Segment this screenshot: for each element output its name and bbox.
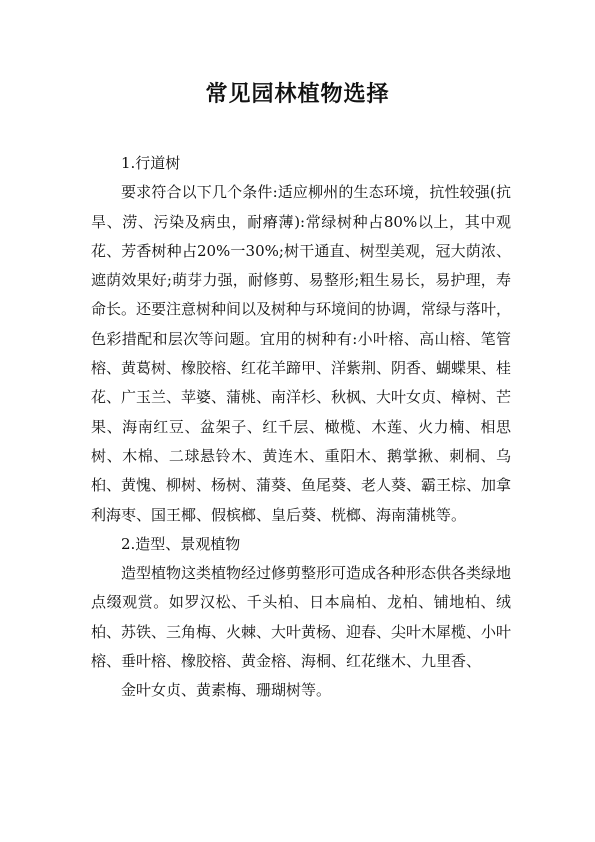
section-heading-topiary-plants: 2.造型、景观植物 (121, 534, 241, 553)
section-heading-street-trees: 1.行道树 (121, 154, 181, 172)
paragraph-street-trees: 要求符合以下几个条件:适应柳州的生态环境，抗性较强(抗旱、涝、污染及病虫，耐瘠薄):常绿树种占80%以上，其中观花、芳香树种占20%一30%;树干通直、树型美观，冠大荫浓、遮荫效果好;萌芽力强，耐修剪、易整形;粗生易长，易护理，寿命长。还要注意树种间以及树种与环境间的协调，常绿与落叶，色彩措配和层次等问题。宜用的树种有:小叶榕、高山榕、笔管榕、黄葛树、橡胶榕、红花羊蹄甲、洋紫荆、阴香、蝴蝶果、桂花、广玉兰、苹婆、蒲桃、南洋杉、秋枫、大叶女贞、樟树、芒果、海南红豆、盆架子、红千层、橄榄、木莲、火力楠、相思树、木棉、二球悬铃木、黄连木、重阳木、鹅掌揪、刺桐、乌桕、黄愧、柳树、杨树、蒲葵、鱼尾葵、老人葵、霸王棕、加拿利海枣、国王椰、假槟榔、皇后葵、桄榔、海南蒲桃等。 (91, 183, 512, 524)
document-body (91, 149, 511, 706)
page-title: 常见园林植物选择 (205, 82, 390, 107)
paragraph-topiary-plants: 造型植物这类植物经过修剪整形可造成各种形态供各类绿地点缀观赏。如罗汉松、千头柏、日本扁柏、龙柏、铺地柏、绒柏、苏铁、三角梅、火棘、大叶黄杨、迎春、尖叶木犀榄、小叶榕、垂叶榕、橡胶榕、黄金榕、海桐、红花继木、九里香、 (91, 564, 512, 671)
paragraph-topiary-plants-continued: 金叶女贞、黄素梅、珊瑚树等。 (121, 681, 332, 700)
